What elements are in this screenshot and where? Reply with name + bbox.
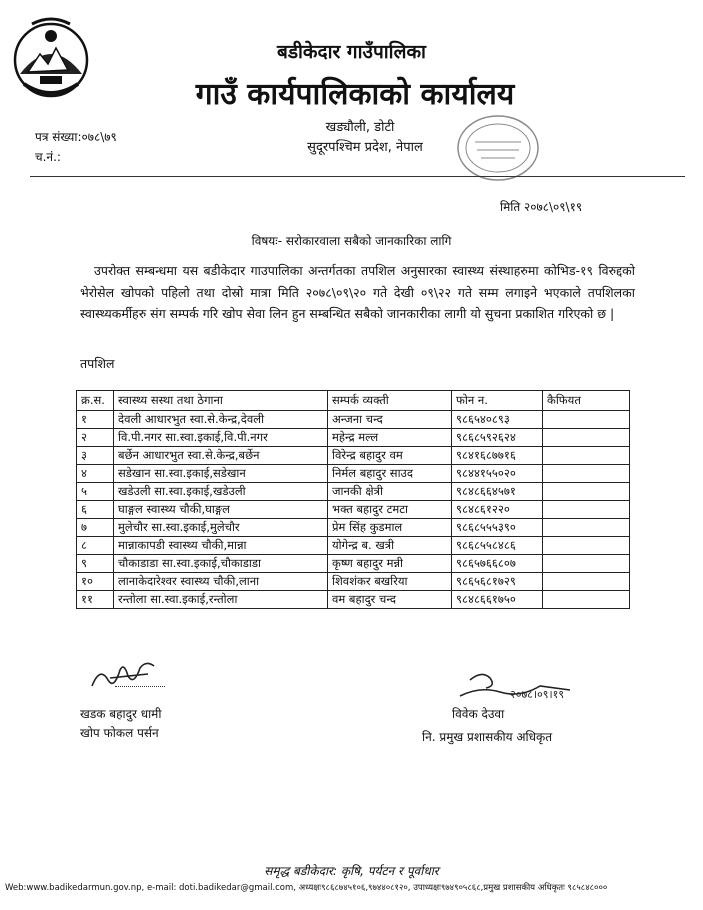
table-cell xyxy=(543,465,630,483)
table-cell: वम बहादुर चन्द xyxy=(328,591,452,609)
column-header: स्वास्थ्य सस्था तथा ठेगाना xyxy=(114,391,328,411)
footer-contact: Web:www.badikedarmun.gov.np, e-mail: doti.badikedar@gmail.com, अध्यक्षः९८६८७४५१०६,९७४४०८१२०, उपाध्यक्षः९७४९०५८६८,प्रमुख प्रशासकीय अधिकृतः ९८५८४८००० xyxy=(5,883,608,893)
signature-dots xyxy=(115,686,165,687)
footer-slogan: समृद्ध बडीकेदार: कृषि, पर्यटन र पूर्वाधार xyxy=(264,864,439,878)
table-row xyxy=(77,483,630,501)
letter-body: उपरोक्त सम्बन्धमा यस बडीकेदार गाउपालिका अन्तर्गतका तपशिल अनुसारका स्वास्थ्य संस्थाहरुमा कोभिड-१९ विरुद्दको भेरोसेल खोपको पहिलो तथा दोस्रो मात्रा मिति २०७८\०९\२० गते देखी ०९\२२ गते सम्म लगाइने भएकाले तपशिलका स्वास्थ्यकर्मीहरु संग सम्पर्क गरि खोप सेवा लिन हुन सम्बन्धित सबैको जानकारीका लागी यो सुचना प्रकाशित गरिएको छ | xyxy=(80,263,635,321)
table-cell: १ xyxy=(77,411,114,429)
table-cell: ९८४८६६४५७१ xyxy=(452,483,543,501)
table-row xyxy=(77,429,630,447)
right-signatory-role: नि. प्रमुख प्रशासकीय अधिकृत xyxy=(422,730,553,744)
table-cell: लानाकेदारेश्वर स्वास्थ्य चौकी,लाना xyxy=(114,573,328,591)
office-stamp-seal xyxy=(455,112,541,184)
table-cell xyxy=(543,555,630,573)
table-cell: ९८६८५५८४८६ xyxy=(452,537,543,555)
details-label: तपशिल xyxy=(80,356,115,371)
table-cell xyxy=(543,429,630,447)
table-cell: खडेउली सा.स्वा.इकाई,खडेउली xyxy=(114,483,328,501)
table-cell: १० xyxy=(77,573,114,591)
table-cell: ४ xyxy=(77,465,114,483)
table-row xyxy=(77,591,630,609)
table-cell: ९८६८५९२६२४ xyxy=(452,429,543,447)
municipality-title: बडीकेदार गाउँपालिका xyxy=(277,41,426,63)
table-cell: जानकी क्षेत्री xyxy=(328,483,452,501)
table-cell: ९८६५६८१७२९ xyxy=(452,573,543,591)
right-signature-date: २०७८।०९।१९ xyxy=(510,688,565,701)
table-cell: अन्जना चन्द xyxy=(328,411,452,429)
table-cell: ३ xyxy=(77,447,114,465)
table-cell: ९८४१६८७७१६ xyxy=(452,447,543,465)
health-institutions-table xyxy=(76,390,630,609)
table-cell: महेन्द्र मल्ल xyxy=(328,429,452,447)
table-cell: योगेन्द्र ब. खत्री xyxy=(328,537,452,555)
table-cell: ८ xyxy=(77,537,114,555)
table-cell: ९ xyxy=(77,555,114,573)
table-row xyxy=(77,573,630,591)
table-cell: २ xyxy=(77,429,114,447)
table-cell: ९८४८६१२२० xyxy=(452,501,543,519)
left-signatory-name: खडक बहादुर धामी xyxy=(80,707,162,721)
table-row xyxy=(77,465,630,483)
reference-number: पत्र संख्या:०७८\७९ xyxy=(35,130,117,144)
table-cell: बर्छेन आधारभुत स्वा.से.केन्द्र,बर्छेन xyxy=(114,447,328,465)
table-row xyxy=(77,447,630,465)
table-row xyxy=(77,411,630,429)
table-cell xyxy=(543,483,630,501)
dispatch-number: च.नं.: xyxy=(35,150,61,164)
table-cell xyxy=(543,519,630,537)
left-signature xyxy=(88,656,160,694)
address-line-1: खड्यौली, डोटी xyxy=(325,120,395,135)
column-header: सम्पर्क व्यक्ती xyxy=(328,391,452,411)
right-signatory-name: विवेक देउवा xyxy=(452,707,505,721)
right-signature xyxy=(450,668,590,708)
table-cell: ६ xyxy=(77,501,114,519)
table-cell: देवली आधारभुत स्वा.से.केन्द्र,देवली xyxy=(114,411,328,429)
table-cell xyxy=(543,411,630,429)
table-cell xyxy=(543,573,630,591)
office-title: गाउँ कार्यपालिकाको कार्यालय xyxy=(195,77,515,112)
table-header-row xyxy=(77,391,630,411)
table-cell: रन्तोला सा.स्वा.इकाई,रन्तोला xyxy=(114,591,328,609)
table-cell: ९८६८५५५३९० xyxy=(452,519,543,537)
letter-date: मिति २०७८\०९\१९ xyxy=(500,200,583,214)
table-cell: मान्नाकापडी स्वास्थ्य चौकी,मान्ना xyxy=(114,537,328,555)
table-cell: ९८४८६६१७५० xyxy=(452,591,543,609)
table-row xyxy=(77,501,630,519)
table-cell: ९८४४१५५०२० xyxy=(452,465,543,483)
column-header: कैफियत xyxy=(543,391,630,411)
table-cell: ९८६५४०८९३ xyxy=(452,411,543,429)
table-row xyxy=(77,537,630,555)
table-cell: शिवशंकर बखरिया xyxy=(328,573,452,591)
table-cell xyxy=(543,591,630,609)
column-header: फोन न. xyxy=(452,391,543,411)
table-cell: मुलेचौर सा.स्वा.इकाई,मुलेचौर xyxy=(114,519,328,537)
table-cell: सडेखान सा.स्वा.इकाई,सडेखान xyxy=(114,465,328,483)
table-cell: ५ xyxy=(77,483,114,501)
table-row xyxy=(77,519,630,537)
table-cell xyxy=(543,537,630,555)
table-cell: प्रेम सिंह कुडमाल xyxy=(328,519,452,537)
table-cell: विरेन्द्र बहादुर वम xyxy=(328,447,452,465)
table-cell: भक्त बहादुर टमटा xyxy=(328,501,452,519)
header-divider xyxy=(30,176,685,177)
column-header: क्र.स. xyxy=(77,391,114,411)
table-cell: ११ xyxy=(77,591,114,609)
table-cell: ७ xyxy=(77,519,114,537)
letter-subject: विषयः- सरोकारवाला सबैको जानकारिका लागि xyxy=(251,234,452,248)
table-cell: घाङ्गल स्वास्थ्य चौकी,घाङ्गल xyxy=(114,501,328,519)
table-cell xyxy=(543,501,630,519)
table-cell: ९८६५७६६८०७ xyxy=(452,555,543,573)
table-cell: चौकाडाडा सा.स्वा.इकाई,चौकाडाडा xyxy=(114,555,328,573)
table-row xyxy=(77,555,630,573)
left-signatory-role: खोप फोकल पर्सन xyxy=(80,726,159,740)
table-cell: कृष्ण बहादुर मन्नी xyxy=(328,555,452,573)
table-cell xyxy=(543,447,630,465)
table-cell: वि.पी.नगर सा.स्वा.इकाई,वि.पी.नगर xyxy=(114,429,328,447)
table-cell: निर्मल बहादुर साउद xyxy=(328,465,452,483)
address-line-2: सुदूरपश्चिम प्रदेश, नेपाल xyxy=(307,140,423,155)
